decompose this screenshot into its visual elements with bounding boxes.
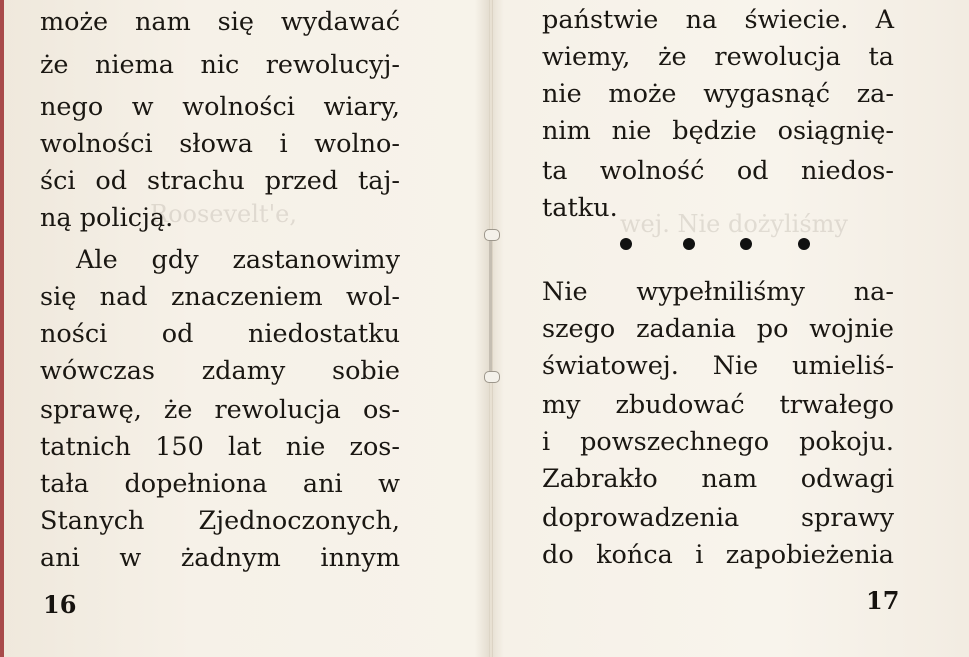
- divider-dot: [740, 238, 752, 250]
- text-line: się nad znaczeniem wol-: [40, 282, 400, 312]
- text-line: wolności słowa i wolno-: [40, 129, 400, 159]
- left-page-text: [40, 0, 400, 600]
- text-line: wiemy, że rewolucja ta: [542, 42, 894, 72]
- text-line: światowej. Nie umieliś-: [542, 351, 894, 381]
- text-line: ści od strachu przed taj-: [40, 166, 400, 196]
- text-line: i powszechnego pokoju.: [542, 427, 894, 457]
- text-line: do końca i zapobieżenia: [542, 540, 894, 570]
- text-line: tała dopełniona ani w: [40, 469, 400, 499]
- text-line: może nam się wydawać: [40, 7, 400, 37]
- text-line: ta wolność od niedos-: [542, 156, 894, 186]
- text-line: nie może wygasnąć za-: [542, 79, 894, 109]
- text-line: Zabrakło nam odwagi: [542, 464, 894, 494]
- text-line: że niema nic rewolucyj-: [40, 50, 400, 80]
- text-line: ani w żadnym innym: [40, 543, 400, 573]
- text-line: my zbudować trwałego: [542, 390, 894, 420]
- text-line: państwie na świecie. A: [542, 5, 894, 35]
- text-line: Ale gdy zastanowimy: [76, 245, 400, 275]
- text-line: doprowadzenia sprawy: [542, 503, 894, 533]
- text-line: szego zadania po wojnie: [542, 314, 894, 344]
- divider-dot: [620, 238, 632, 250]
- show-through-text: Roosevelt'e,: [150, 200, 297, 228]
- section-divider: [620, 235, 825, 255]
- text-line: Nie wypełniliśmy na-: [542, 277, 894, 307]
- right-page-text: [542, 0, 894, 600]
- divider-dot: [798, 238, 810, 250]
- page-number: 16: [43, 590, 77, 619]
- text-line: nim nie będzie osiągnię-: [542, 116, 894, 146]
- text-line: Stanych Zjednoczonych,: [40, 506, 400, 536]
- divider-dot: [683, 238, 695, 250]
- text-line: nego w wolności wiary,: [40, 92, 400, 122]
- page-number: 17: [866, 586, 900, 615]
- text-line: tatku.: [542, 193, 618, 223]
- text-line: sprawę, że rewolucja os-: [40, 395, 400, 425]
- text-line: tatnich 150 lat nie zos-: [40, 432, 400, 462]
- text-line: ności od niedostatku: [40, 319, 400, 349]
- text-line: ną policją.: [40, 203, 174, 233]
- text-line: wówczas zdamy sobie: [40, 356, 400, 386]
- show-through-text: wej. Nie dożyliśmy: [620, 210, 848, 238]
